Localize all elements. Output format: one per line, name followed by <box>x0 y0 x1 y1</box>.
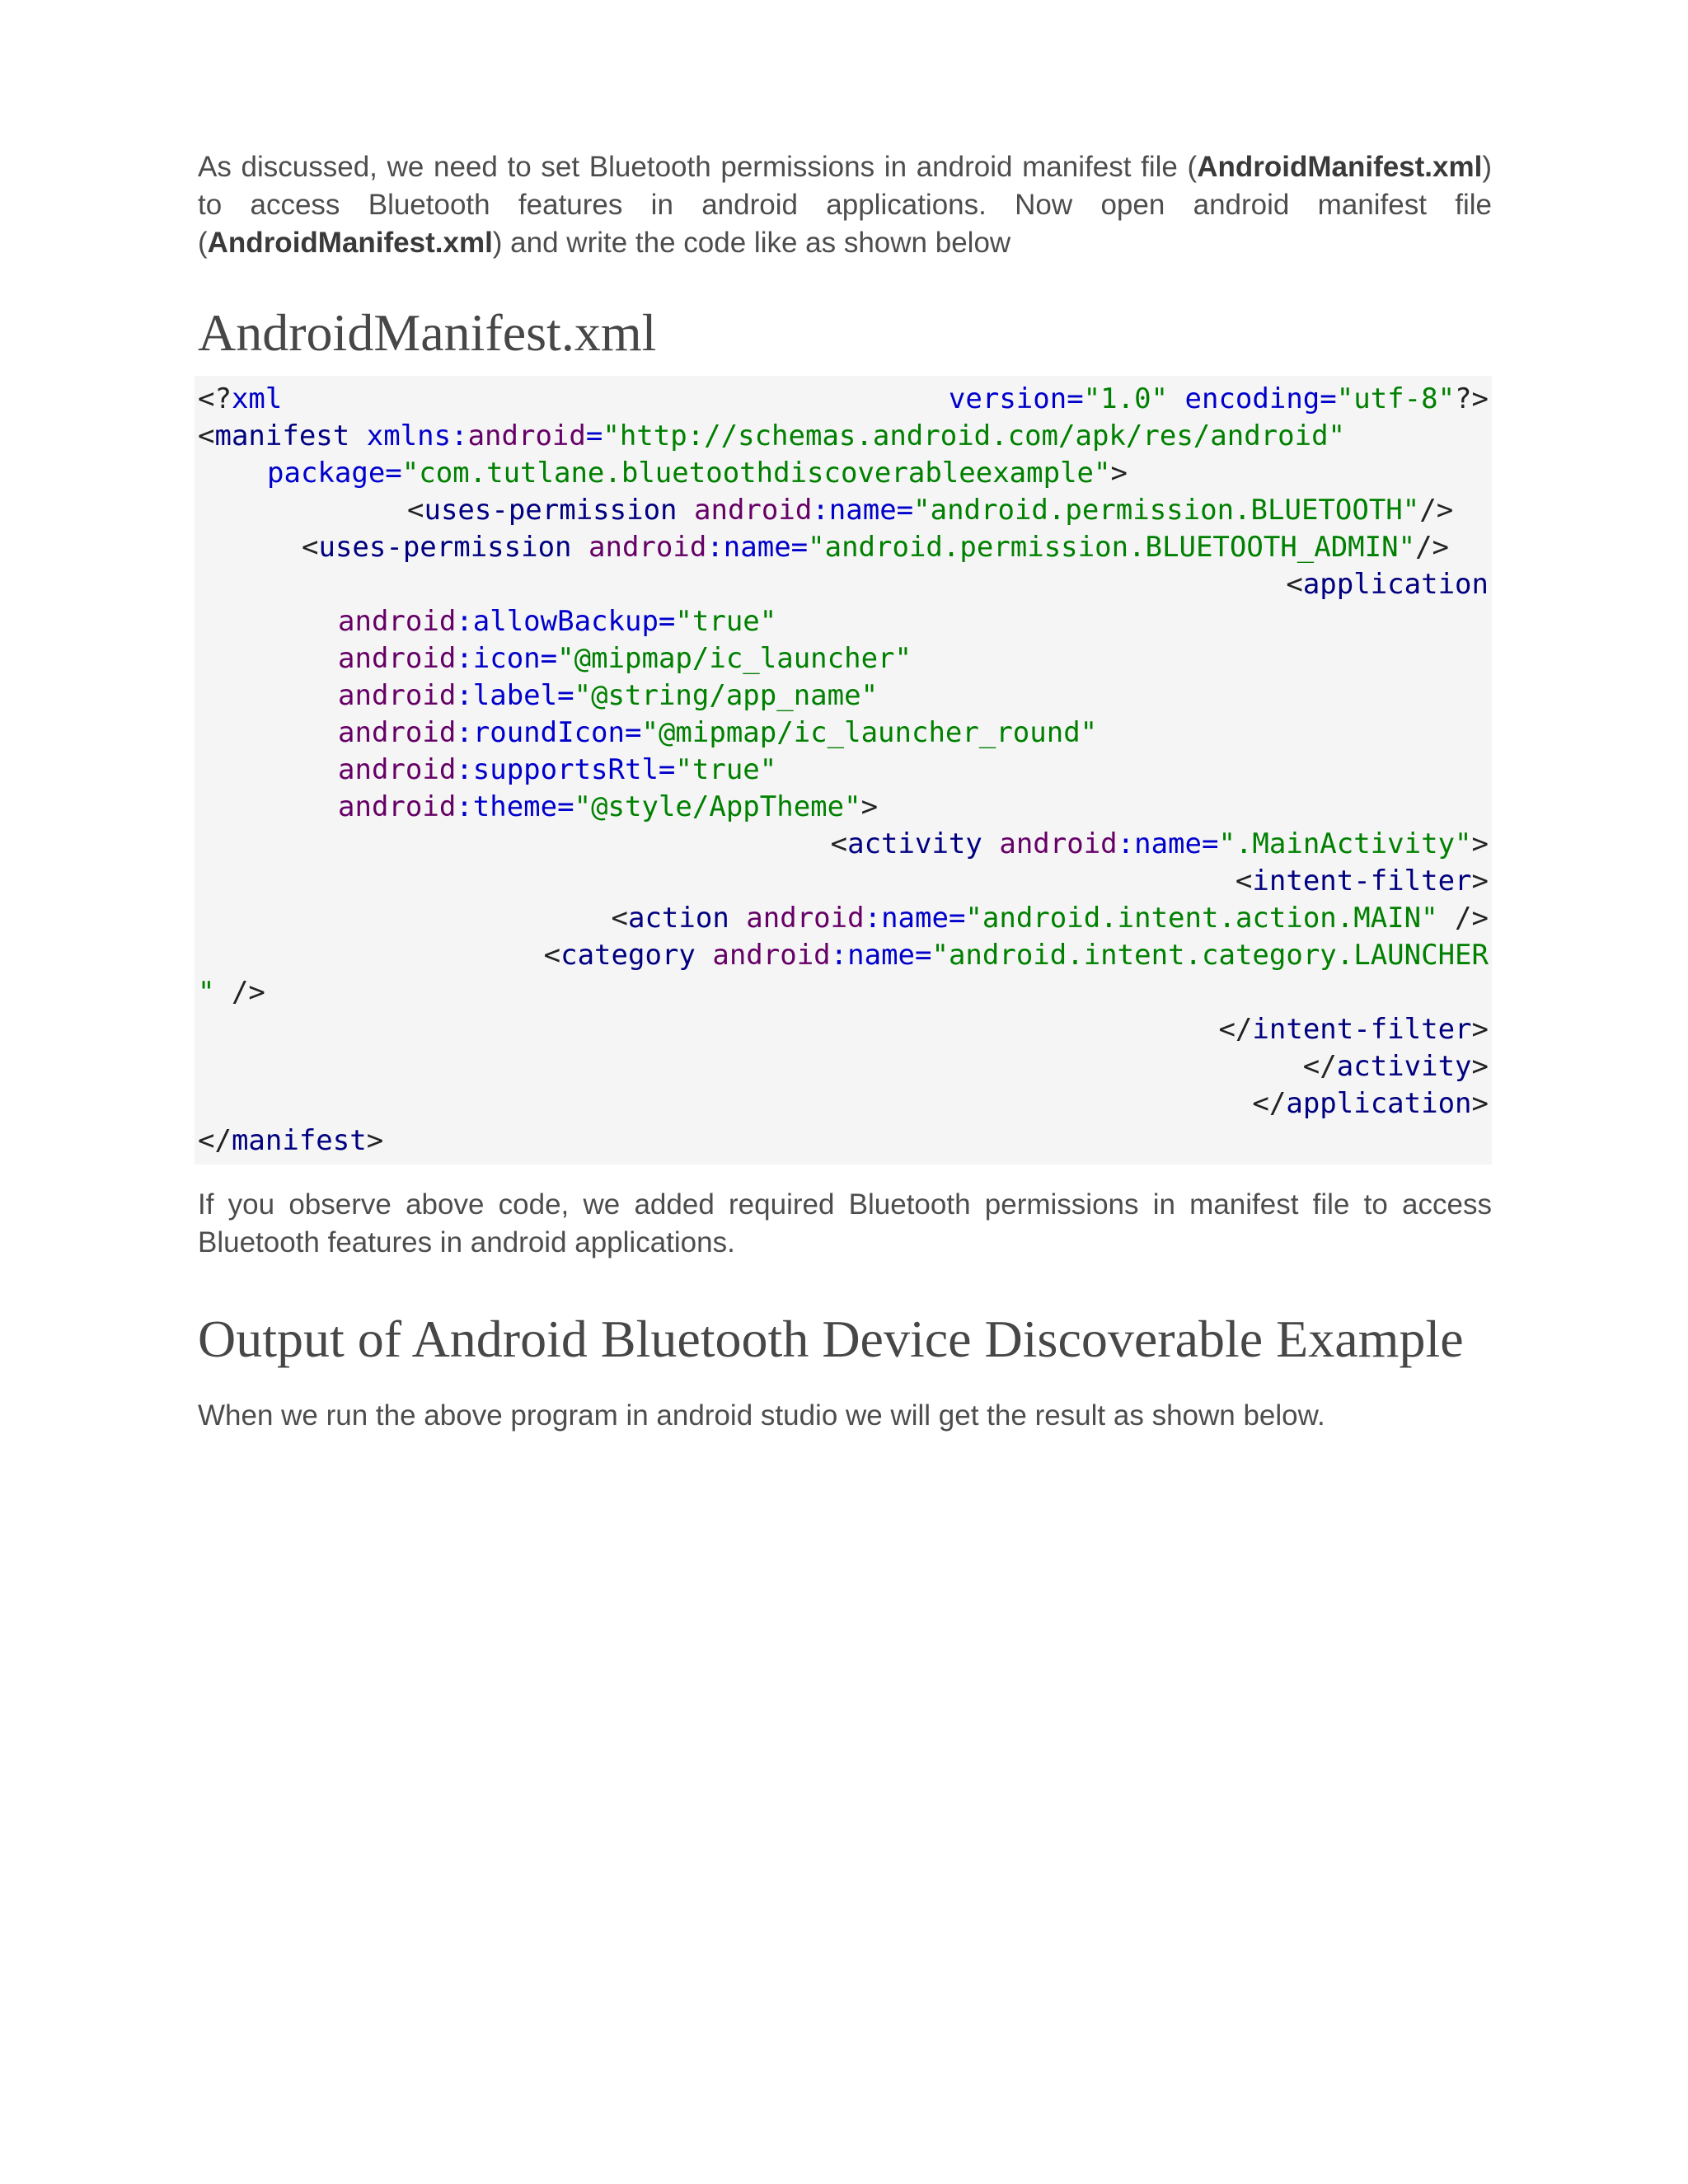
code-line <box>198 1122 1489 1160</box>
code-line <box>198 455 1489 492</box>
code-token: :icon= <box>456 642 558 675</box>
code-token: android <box>467 419 586 452</box>
intro-text-3: ) and write the code like as shown below <box>492 227 1011 259</box>
code-line <box>198 715 1489 752</box>
code-token: android <box>338 679 457 712</box>
code-token: android <box>999 827 1118 860</box>
code-line <box>198 640 1489 677</box>
code-token: android <box>694 494 813 527</box>
code-token: <? <box>198 382 232 415</box>
code-token: > <box>1471 1050 1489 1083</box>
code-token: category <box>560 939 696 972</box>
intro-filename-2: AndroidManifest.xml <box>207 227 493 259</box>
code-token: xmlns: <box>366 419 468 452</box>
heading-manifest: AndroidManifest.xml <box>198 303 657 362</box>
code-token: android <box>338 790 457 823</box>
code-token: "@style/AppTheme" <box>574 790 861 823</box>
intro-text-2: ) to access Bluetooth features in android applications. Now open android manifest file ( <box>198 151 1492 259</box>
code-token: "com.tutlane.bluetoothdiscoverableexample" <box>401 457 1111 490</box>
code-token: < <box>611 902 628 935</box>
code-token: android <box>338 753 457 786</box>
code-token: "android.intent.action.MAIN" <box>965 902 1438 935</box>
code-token: :name= <box>830 939 932 972</box>
run-paragraph: When we run the above program in android studio we will get the result as shown below. <box>198 1399 1325 1432</box>
code-token: android <box>712 939 831 972</box>
code-token: package= <box>267 457 402 490</box>
code-token: activity <box>1336 1050 1472 1083</box>
code-token: ?> <box>1455 382 1489 415</box>
code-token: = <box>585 419 603 452</box>
code-token: "android.intent.category.LAUNCHER <box>931 939 1489 972</box>
code-token: "@mipmap/ic_launcher" <box>557 642 912 675</box>
code-token: /> <box>214 976 265 1009</box>
document-page <box>198 148 1492 1435</box>
code-token: android <box>588 531 707 564</box>
code-line <box>198 789 1489 826</box>
code-line <box>198 937 1489 974</box>
code-token: </ <box>1252 1087 1287 1120</box>
code-token: < <box>543 939 561 972</box>
intro-text-1: As discussed, we need to set Bluetooth permissions in android manifest file ( <box>198 151 1198 183</box>
code-token: < <box>198 419 215 452</box>
heading-output: Output of Android Bluetooth Device Discoverable Example <box>198 1310 1464 1368</box>
code-token: :name= <box>812 494 914 527</box>
code-token: > <box>1110 457 1128 490</box>
code-token: manifest <box>214 419 350 452</box>
code-token: intent-filter <box>1252 1013 1472 1046</box>
code-line <box>198 863 1489 900</box>
code-token: activity <box>847 827 982 860</box>
code-token: ".MainActivity" <box>1218 827 1472 860</box>
code-block[interactable] <box>195 376 1492 1165</box>
code-token: xml <box>231 382 283 415</box>
code-line <box>198 381 1489 418</box>
code-token: "true" <box>675 605 777 638</box>
code-token: "android.permission.BLUETOOTH" <box>913 494 1420 527</box>
code-token: /> <box>1415 531 1450 564</box>
code-token: :theme= <box>456 790 574 823</box>
code-token: </ <box>198 1124 232 1157</box>
code-line <box>198 603 1489 640</box>
observe-paragraph: If you observe above code, we added required Bluetooth permissions in manifest file to access Bluetooth features in android applications. <box>198 1188 1492 1258</box>
code-token: < <box>1286 568 1303 601</box>
code-token: "@mipmap/ic_launcher_round" <box>641 716 1098 749</box>
code-token: "http://schemas.android.com/apk/res/android" <box>603 419 1346 452</box>
code-token: version= <box>948 382 1084 415</box>
code-token: < <box>830 827 848 860</box>
code-token: "utf-8" <box>1336 382 1456 415</box>
code-token: "true" <box>675 753 777 786</box>
code-token: :supportsRtl= <box>456 753 676 786</box>
code-token: application <box>1286 1087 1472 1120</box>
code-token: " <box>198 976 215 1009</box>
code-token: :name= <box>1117 827 1219 860</box>
code-token: intent-filter <box>1252 865 1472 898</box>
intro-paragraph <box>198 148 1492 262</box>
code-token: android <box>338 605 457 638</box>
code-line <box>198 566 1489 603</box>
code-token: android <box>338 642 457 675</box>
code-line <box>198 418 1489 455</box>
code-token: encoding= <box>1184 382 1337 415</box>
code-token: :label= <box>456 679 574 712</box>
code-token: < <box>407 494 424 527</box>
code-token: :name= <box>864 902 966 935</box>
code-token: /> <box>1419 494 1454 527</box>
code-token: > <box>860 790 879 823</box>
code-token: manifest <box>231 1124 367 1157</box>
code-token: > <box>1471 827 1489 860</box>
code-token: uses-permission <box>424 494 678 527</box>
code-line <box>198 1011 1489 1048</box>
code-token: application <box>1302 568 1489 601</box>
code-token: "1.0" <box>1083 382 1169 415</box>
code-line <box>198 900 1489 937</box>
code-line <box>198 1085 1489 1122</box>
code-line <box>198 826 1489 863</box>
code-token: /> <box>1437 902 1489 935</box>
code-line <box>198 1048 1489 1085</box>
code-token: > <box>1471 865 1489 898</box>
code-token: </ <box>1302 1050 1337 1083</box>
code-line <box>198 492 1489 529</box>
code-token: :roundIcon= <box>456 716 642 749</box>
code-token: uses-permission <box>318 531 572 564</box>
code-token: action <box>627 902 729 935</box>
code-token: > <box>1471 1013 1489 1046</box>
code-line <box>198 529 1489 566</box>
code-token: :allowBackup= <box>456 605 676 638</box>
code-token: android <box>746 902 865 935</box>
code-token: > <box>366 1124 384 1157</box>
code-line <box>198 974 1489 1011</box>
code-line <box>198 752 1489 789</box>
code-token: </ <box>1218 1013 1253 1046</box>
code-token: < <box>1235 865 1253 898</box>
intro-filename-1: AndroidManifest.xml <box>1197 151 1483 183</box>
code-line <box>198 677 1489 715</box>
code-token: android <box>338 716 457 749</box>
code-token: > <box>1471 1087 1489 1120</box>
code-token: < <box>302 531 319 564</box>
code-token: "@string/app_name" <box>574 679 879 712</box>
code-token: "android.permission.BLUETOOTH_ADMIN" <box>808 531 1416 564</box>
code-token: :name= <box>706 531 809 564</box>
